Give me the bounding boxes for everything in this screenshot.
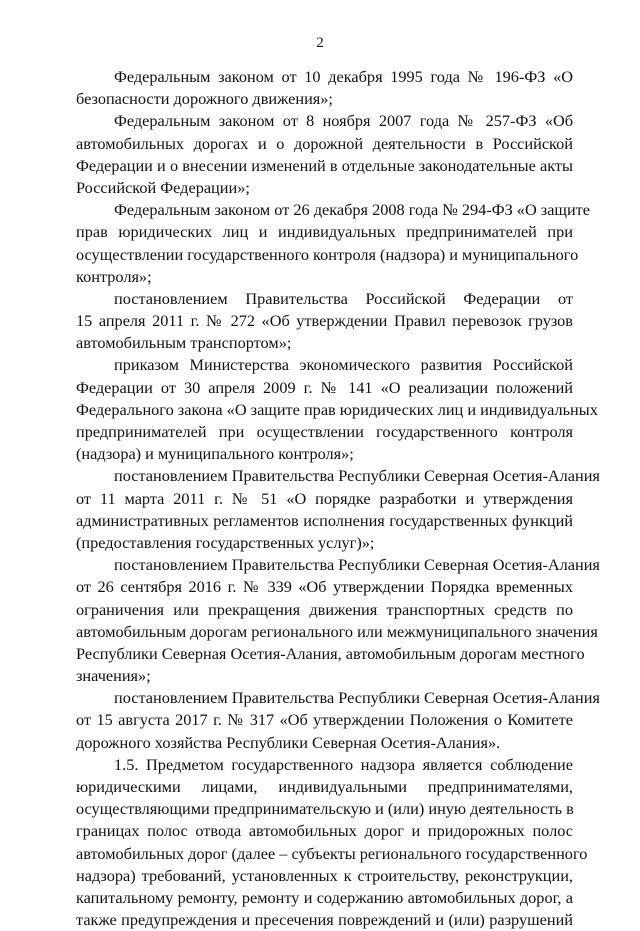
text-line-content: Федеральным законом от 10 декабря 1995 года № 196-ФЗ «О xyxy=(114,67,573,86)
text-line-content: Федерации от 30 апреля 2009 г. № 141 «О реализации положений xyxy=(76,377,573,397)
page-number: 2 xyxy=(316,35,324,51)
paragraph xyxy=(76,554,600,687)
text-line-content: 15 апреля 2011 г. № 272 «Об утверждении Правил перевозок грузов xyxy=(76,311,573,331)
text-line xyxy=(76,488,573,510)
text-line xyxy=(76,88,573,110)
text-line xyxy=(76,199,591,221)
text-line xyxy=(76,798,573,820)
text-line xyxy=(76,554,600,576)
text-line xyxy=(76,665,573,687)
paragraph xyxy=(76,354,598,465)
text-line-content: Федерального закона «О защите прав юридических лиц и индивидуальных xyxy=(76,399,598,419)
text-line-content: Федерации и о внесении изменений в отдельные законодательные акты xyxy=(76,155,573,175)
text-line xyxy=(76,377,573,399)
text-line xyxy=(76,133,573,155)
text-line xyxy=(76,155,573,177)
text-line-content: (предоставления государственных услуг)»; xyxy=(76,532,375,552)
paragraph xyxy=(76,199,591,288)
text-line-content: административных регламентов исполнения государственных функций xyxy=(76,510,573,530)
text-line xyxy=(76,221,573,243)
text-line-content: автомобильных дорогах и о дорожной деятельности в Российской xyxy=(76,133,573,153)
text-line xyxy=(76,820,573,842)
text-line-content: Республики Северная Осетия-Алания, автомобильным дорогам местного xyxy=(76,643,585,663)
text-line-content: (надзора) и муниципального контроля»; xyxy=(76,444,354,464)
text-line-content: автомобильным транспортом»; xyxy=(76,333,292,353)
text-line xyxy=(76,909,573,931)
text-line xyxy=(76,110,573,132)
text-line xyxy=(76,266,573,288)
paragraph xyxy=(76,110,573,199)
text-line xyxy=(76,887,573,909)
text-line-content: Федеральным законом от 26 декабря 2008 года № 294-ФЗ «О защите xyxy=(114,200,591,220)
text-line xyxy=(76,643,585,665)
text-line xyxy=(76,332,573,354)
text-line-content: предпринимателей при осуществлении государственного контроля xyxy=(76,422,573,441)
text-line-content: ограничения или прекращения движения транспортных средств по xyxy=(76,599,573,619)
text-line xyxy=(76,621,598,643)
text-line-content: 1.5. Предметом государственного надзора является соблюдение xyxy=(114,754,573,774)
paragraph xyxy=(76,754,588,931)
text-line-content: прав юридических лиц и индивидуальных предпринимателей при xyxy=(76,222,573,242)
text-line-content: постановлением Правительства Республики Северная Осетия-Алания xyxy=(114,466,600,486)
text-line-content: границах полос отвода автомобильных дорог и придорожных полос xyxy=(76,821,573,841)
text-line-content: Федеральным законом от 8 ноября 2007 года № 257-ФЗ «Об xyxy=(114,111,573,131)
text-line xyxy=(76,177,573,199)
text-line xyxy=(76,465,600,487)
text-line-content: автомобильным дорогам регионального или межмуниципального значения xyxy=(76,621,598,641)
paragraph xyxy=(76,465,600,554)
text-line-content: капитальному ремонту, ремонту и содержанию автомобильных дорог, а xyxy=(76,887,573,907)
text-line-content: от 15 августа 2017 г. № 317 «Об утверждении Положения о Комитете xyxy=(76,710,573,730)
text-line xyxy=(76,776,573,798)
text-line xyxy=(76,576,573,598)
text-line-content: контроля»; xyxy=(76,266,152,286)
text-line xyxy=(76,399,598,421)
text-line-content: осуществляющими предпринимательскую и (или) иную деятельность в xyxy=(76,799,574,819)
text-line xyxy=(76,732,573,754)
text-line-content: также предупреждения и пресечения повреждений и (или) разрушений xyxy=(76,910,573,930)
text-line-content: надзора) требований, установленных к строительству, реконструкции, xyxy=(76,865,573,885)
paragraph xyxy=(76,288,573,355)
text-line-content: осуществлении государственного контроля (надзора) и муниципального xyxy=(76,244,579,264)
paragraph xyxy=(76,66,573,110)
text-line xyxy=(76,687,600,709)
text-line xyxy=(76,709,573,731)
text-line xyxy=(76,510,573,532)
text-line xyxy=(76,310,573,332)
text-line-content: приказом Министерства экономического развития Российской xyxy=(114,355,573,375)
text-line-content: автомобильных дорог (далее – субъекты регионального государственного xyxy=(76,843,588,863)
text-line xyxy=(76,843,588,865)
text-line xyxy=(76,244,579,266)
paragraph xyxy=(76,687,600,754)
text-line-content: от 11 марта 2011 г. № 51 «О порядке разработки и утверждения xyxy=(76,488,573,508)
text-line xyxy=(76,599,573,621)
text-line xyxy=(76,754,573,776)
text-line-content: Российской Федерации»; xyxy=(76,177,250,197)
text-line-content: дорожного хозяйства Республики Северная Осетия-Алания». xyxy=(76,732,501,752)
text-line-content: постановлением Правительства Российской Федерации от xyxy=(114,288,573,308)
text-line xyxy=(76,865,573,887)
text-line xyxy=(76,421,573,443)
document-body xyxy=(76,66,600,931)
text-line xyxy=(76,288,573,310)
text-line-content: значения»; xyxy=(76,666,151,686)
text-line xyxy=(76,532,573,554)
text-line xyxy=(76,66,573,88)
text-line-content: постановлением Правительства Республики Северная Осетия-Алания xyxy=(114,555,600,575)
text-line xyxy=(76,443,573,465)
text-line xyxy=(76,354,573,376)
text-line-content: безопасности дорожного движения»; xyxy=(76,89,333,109)
text-line-content: юридическими лицами, индивидуальными предпринимателями, xyxy=(76,777,573,796)
text-line-content: постановлением Правительства Республики Северная Осетия-Алания xyxy=(114,688,600,708)
text-line-content: от 26 сентября 2016 г. № 339 «Об утверждении Порядка временных xyxy=(76,577,573,597)
